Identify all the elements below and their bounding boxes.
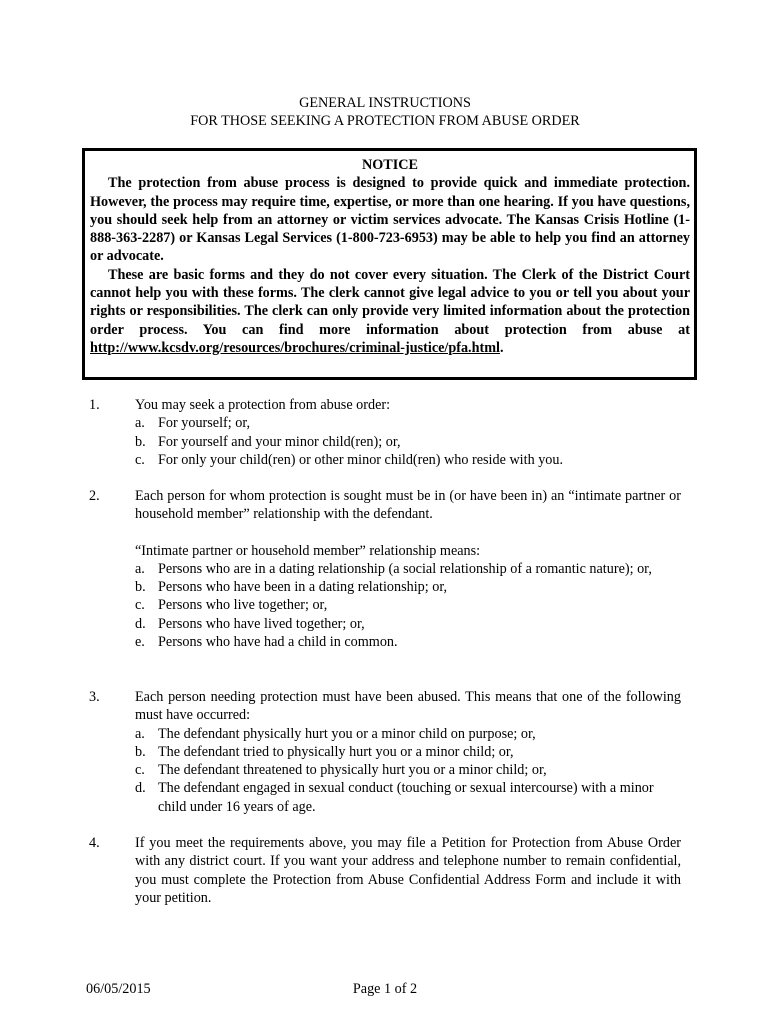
sub-item xyxy=(135,414,681,432)
item-intro: Each person needing protection must have been abused. This means that one of the following must have occurred: xyxy=(135,689,681,724)
sub-letter: c. xyxy=(135,597,145,614)
footer-date: 06/05/2015 xyxy=(86,981,151,997)
sub-item xyxy=(135,761,681,779)
sub-letter: c. xyxy=(135,451,145,468)
sub-letter: b. xyxy=(135,579,146,596)
sub-letter: a. xyxy=(135,725,145,742)
document-subtitle: FOR THOSE SEEKING A PROTECTION FROM ABUSE ORDER xyxy=(190,113,580,129)
list-item-2 xyxy=(89,487,681,651)
sub-text: For yourself and your minor child(ren); or, xyxy=(158,433,401,450)
sub-item xyxy=(135,560,681,578)
list-item-1 xyxy=(89,396,681,469)
sub-item xyxy=(135,596,681,614)
sub-letter: b. xyxy=(135,433,146,450)
sub-letter: a. xyxy=(135,560,145,577)
item-intro: You may seek a protection from abuse order: xyxy=(135,397,391,413)
sub-text: For yourself; or, xyxy=(158,415,251,432)
notice-box xyxy=(82,148,697,380)
document-title: GENERAL INSTRUCTIONS xyxy=(299,95,471,111)
item-number: 2. xyxy=(89,488,100,504)
list-item-3 xyxy=(89,688,681,816)
item-number: 1. xyxy=(89,397,100,413)
sub-text: Persons who have lived together; or, xyxy=(158,615,365,632)
sub-item xyxy=(135,578,681,596)
sub-item xyxy=(135,451,681,469)
sub-item xyxy=(135,743,681,761)
sub-item xyxy=(135,615,681,633)
item-intro: Each person for whom protection is sought must be in (or have been in) an “intimate partner or household member” relationship with the defendant. xyxy=(135,488,681,523)
sub-text: The defendant tried to physically hurt you or a minor child; or, xyxy=(158,743,514,760)
sub-letter: a. xyxy=(135,415,145,432)
sub-text: Persons who are in a dating relationship (a social relationship of a romantic nature); or, xyxy=(158,560,652,577)
notice-paragraph-2 xyxy=(90,266,690,357)
sub-letter: d. xyxy=(135,780,146,797)
notice-period: . xyxy=(499,339,504,356)
notice-title: NOTICE xyxy=(362,157,418,173)
page-number: Page 1 of 2 xyxy=(352,981,418,997)
pfa-info-link[interactable]: http://www.kcsdv.org/resources/brochures/criminal-justice/pfa.html xyxy=(90,339,500,356)
notice-paragraph-2-text: These are basic forms and they do not cover every situation. The Clerk of the District Court cannot help you with these forms. The clerk cannot give legal advice to you or tell you about your rights or responsibilities. The clerk can only provide very limited information about the protection order process. You can find more information about protection from abuse at xyxy=(90,266,690,338)
item-definition-intro: “Intimate partner or household member” relationship means: xyxy=(135,542,481,559)
item-number: 4. xyxy=(89,835,100,851)
notice-paragraph-1: The protection from abuse process is designed to provide quick and immediate protection. However, the process may require time, expertise, or more than one hearing. If you have questions, you should seek help from an attorney or victim services advocate. The Kansas Crisis Hotline (1-888-363-2287) or Kansas Legal Services (1-800-723-6953) may be able to help you find an attorney or advocate. xyxy=(90,175,690,265)
sub-item xyxy=(135,779,681,816)
item-number: 3. xyxy=(89,689,100,705)
sub-item xyxy=(135,725,681,743)
item-intro: If you meet the requirements above, you may file a Petition for Protection from Abuse Order with any district court. If you want your address and telephone number to remain confidential, you must complete the Protection from Abuse Confidential Address Form and include it with your petition. xyxy=(135,835,681,906)
sub-letter: b. xyxy=(135,743,146,760)
sub-letter: d. xyxy=(135,615,146,632)
sub-text: Persons who have been in a dating relationship; or, xyxy=(158,579,448,596)
sub-text: The defendant engaged in sexual conduct (touching or sexual intercourse) with a minor child under 16 years of age. xyxy=(158,780,654,815)
sub-text: Persons who have had a child in common. xyxy=(158,634,398,651)
sub-letter: c. xyxy=(135,762,145,779)
sub-letter: e. xyxy=(135,634,145,651)
sub-item xyxy=(135,433,681,451)
sub-text: The defendant threatened to physically hurt you or a minor child; or, xyxy=(158,762,547,779)
sub-item xyxy=(135,633,681,651)
sub-text: The defendant physically hurt you or a minor child on purpose; or, xyxy=(158,725,536,742)
list-item-4 xyxy=(89,834,681,907)
sub-text: Persons who live together; or, xyxy=(158,597,328,614)
sub-text: For only your child(ren) or other minor child(ren) who reside with you. xyxy=(158,451,564,468)
